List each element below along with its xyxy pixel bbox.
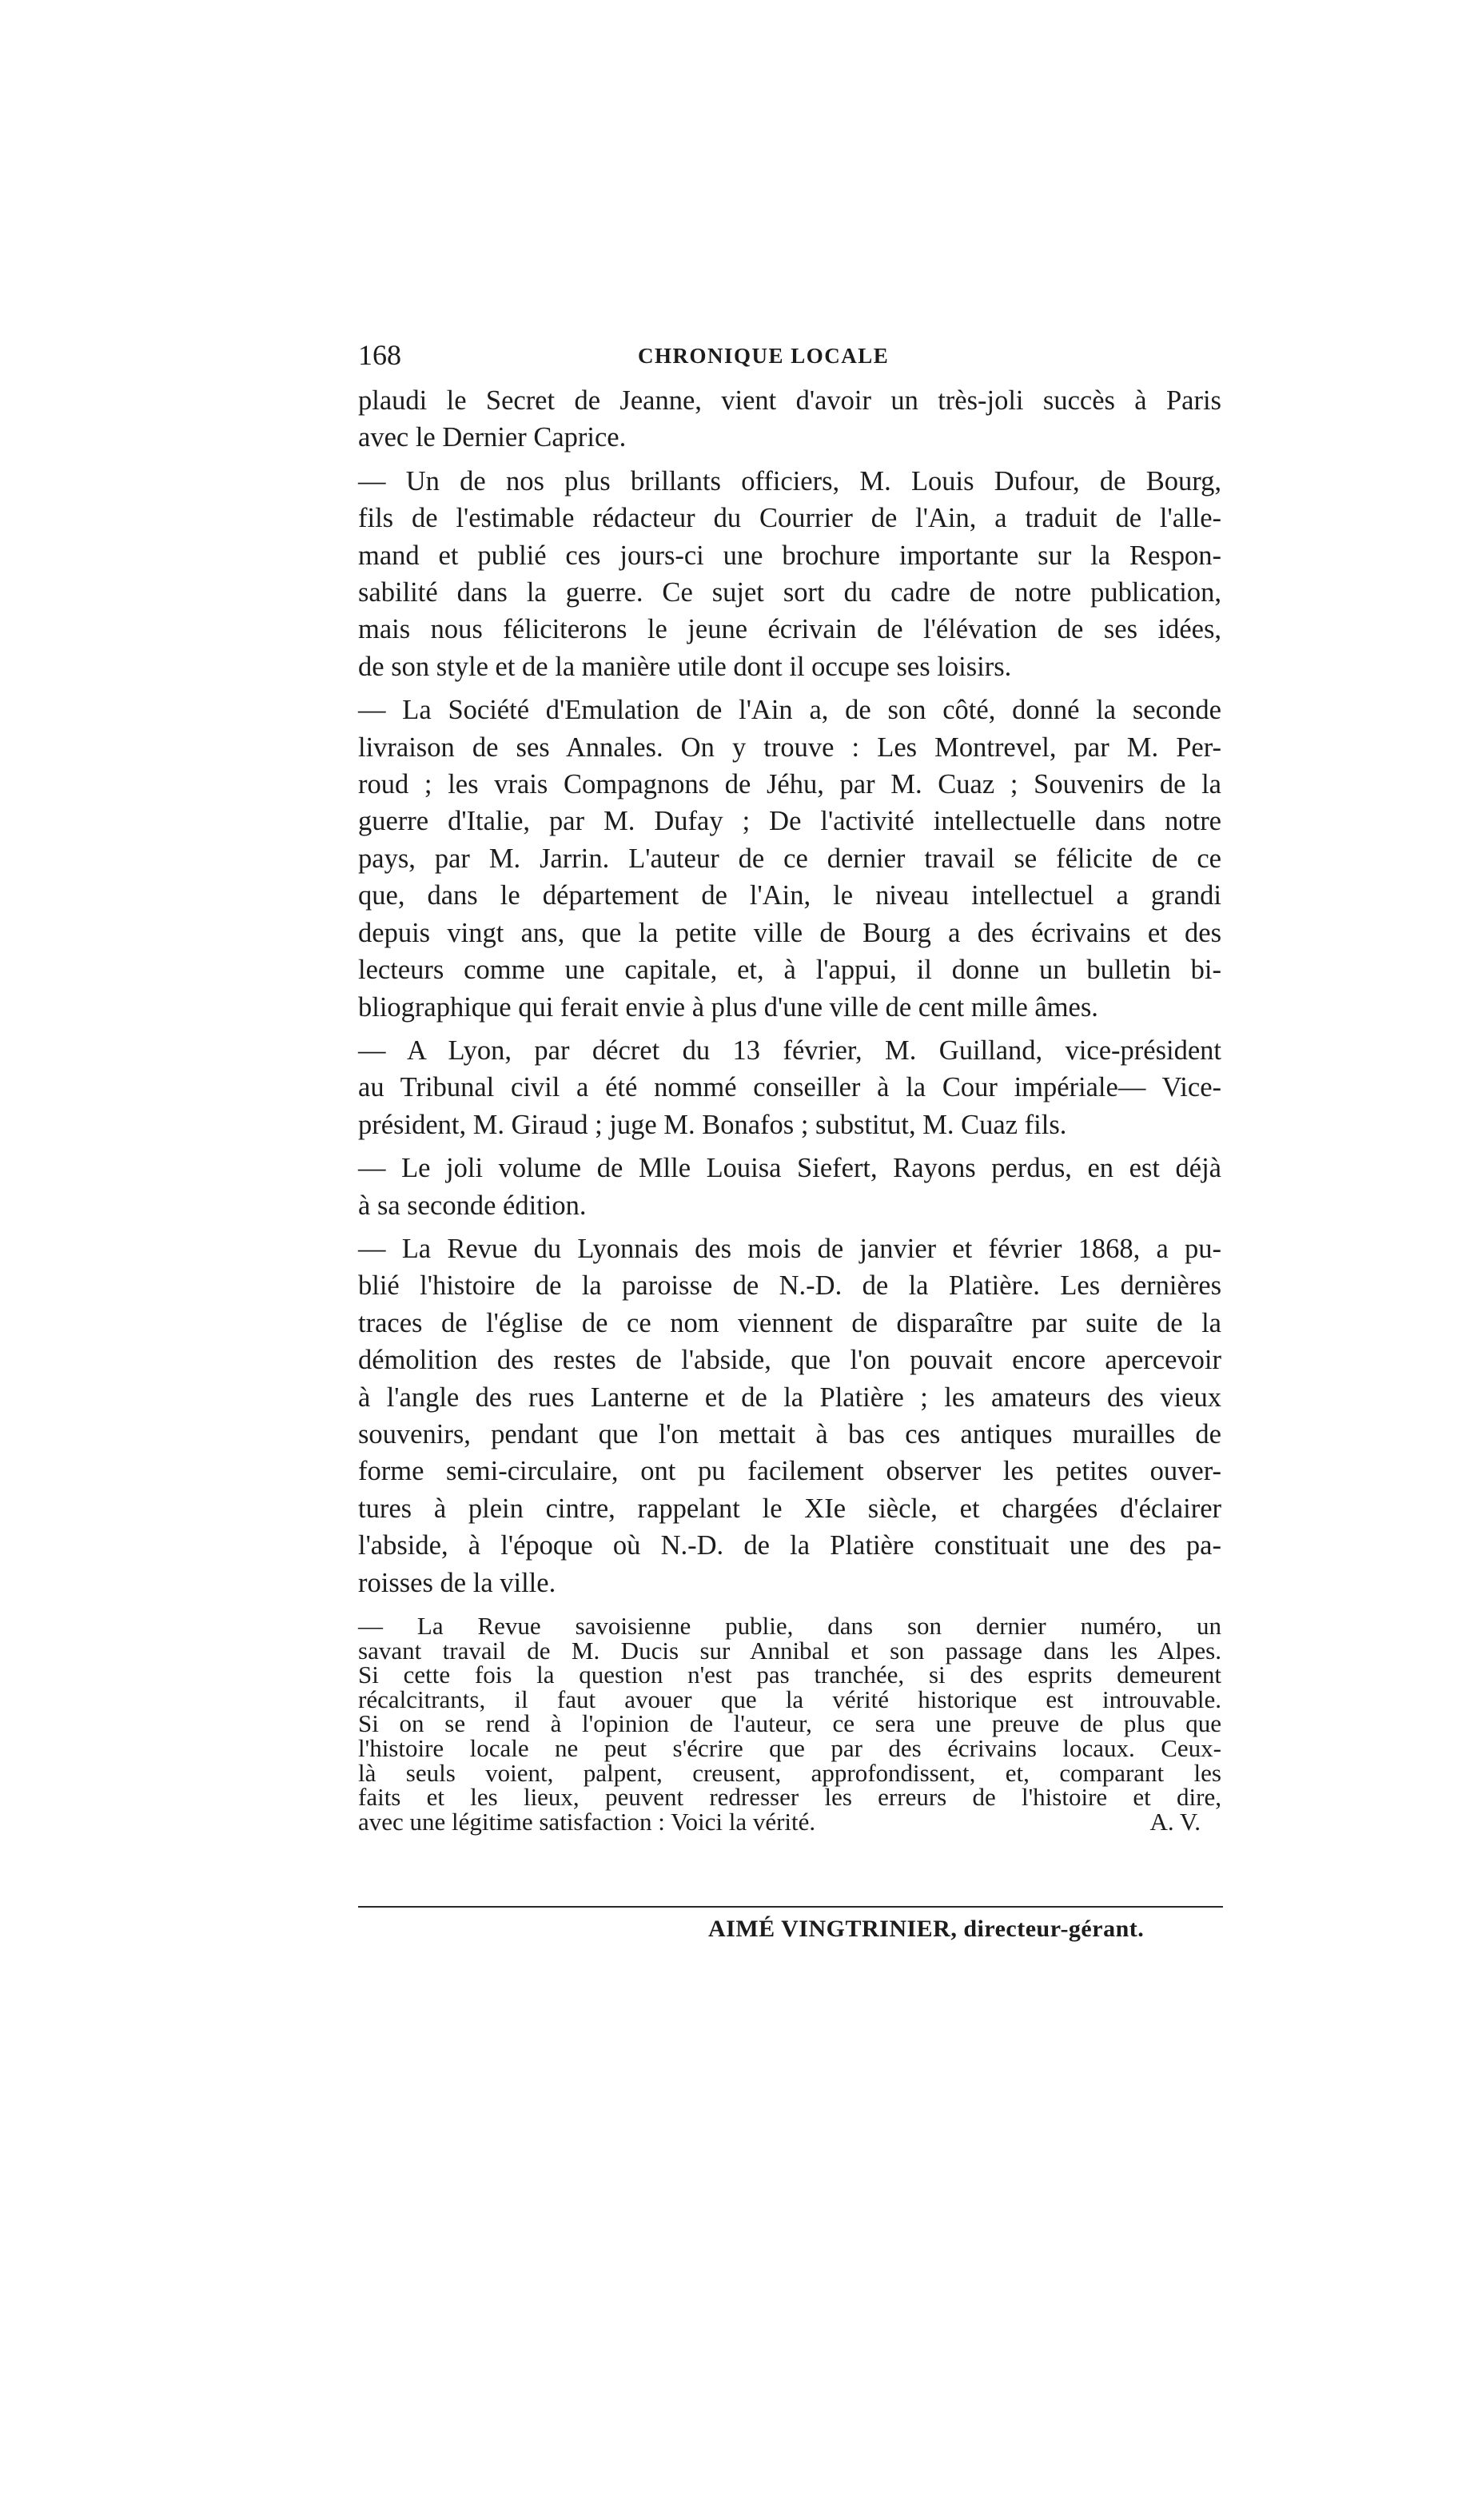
text-line: l'histoire locale ne peut s'écrire que par des écrivains locaux. Ceux- [358, 1733, 1221, 1762]
text-line: récalcitrants, il faut avouer que la vérité historique est introuvable. [358, 1685, 1221, 1713]
text-line: roisses de la ville. [358, 1567, 556, 1598]
page-number: 168 [358, 339, 401, 371]
text-line: sabilité dans la guerre. Ce sujet sort du cadre de notre publication, [358, 577, 1221, 608]
footer-rule [358, 1906, 1223, 1908]
text-line-content: avec une légitime satisfaction : Voici la vérité. [358, 1807, 816, 1836]
paragraph [358, 382, 1221, 457]
text-line: faits et les lieux, peuvent redresser les erreurs de l'histoire et dire, [358, 1783, 1221, 1812]
text-line: Si on se rend à l'opinion de l'auteur, ce sera une preuve de plus que [358, 1709, 1221, 1738]
text-line: là seuls voient, palpent, creusent, approfondissent, et, comparant les [358, 1758, 1221, 1787]
text-line: que, dans le département de l'Ain, le niveau intellectuel a grandi [358, 880, 1221, 911]
text-line: depuis vingt ans, que la petite ville de Bourg a des écrivains et des [358, 917, 1221, 948]
paragraph [358, 1230, 1221, 1601]
final-paragraph [358, 1614, 1221, 1834]
text-line: à sa seconde édition. [358, 1190, 587, 1221]
text-line: livraison de ses Annales. On y trouve : Les Montrevel, par M. Per- [358, 732, 1221, 763]
paragraph-gap [358, 1026, 1221, 1032]
text-line: démolition des restes de l'abside, que l'on pouvait encore apercevoir [358, 1345, 1221, 1376]
text-line: guerre d'Italie, par M. Dufay ; De l'activité intellectuelle dans notre [358, 806, 1221, 837]
final-paragraph-lines [358, 1614, 1221, 1834]
text-line: forme semi-circulaire, ont pu facilement observer les petites ouver- [358, 1456, 1221, 1487]
text-line: plaudi le Secret de Jeanne, vient d'avoir un très-joli succès à Paris [358, 385, 1221, 416]
text-line: — A Lyon, par décret du 13 février, M. Guilland, vice-président [358, 1035, 1221, 1066]
paragraph-gap [358, 457, 1221, 463]
text-line: tures à plein cintre, rappelant le XIe siècle, et chargées d'éclairer [358, 1493, 1221, 1524]
text-line: au Tribunal civil a été nommé conseiller à la Cour impériale— Vice- [358, 1072, 1221, 1103]
text-line: président, M. Giraud ; juge M. Bonafos ; substitut, M. Cuaz fils. [358, 1109, 1067, 1140]
text-line: à l'angle des rues Lanterne et de la Platière ; les amateurs des vieux [358, 1382, 1221, 1413]
text-line: mand et publié ces jours-ci une brochure importante sur la Respon- [358, 540, 1221, 571]
text-line: — Le joli volume de Mlle Louisa Siefert, Rayons perdus, en est déjà [358, 1153, 1221, 1184]
running-title: CHRONIQUE LOCALE [638, 344, 890, 368]
page-header [358, 339, 1221, 379]
text-line: souvenirs, pendant que l'on mettait à bas ces antiques murailles de [358, 1418, 1221, 1449]
paragraph [358, 463, 1221, 685]
text-line: — La Revue du Lyonnais des mois de janvier et février 1868, a pu- [358, 1233, 1221, 1264]
text-line: avec le Dernier Caprice. [358, 422, 627, 453]
text-line: — Un de nos plus brillants officiers, M. Louis Dufour, de Bourg, [358, 465, 1221, 496]
author-signature: A. V. [1149, 1807, 1201, 1836]
paragraph [358, 1032, 1221, 1143]
text-line: roud ; les vrais Compagnons de Jéhu, par M. Cuaz ; Souvenirs de la [358, 769, 1221, 800]
text-line: mais nous féliciterons le jeune écrivain de l'élévation de ses idées, [358, 614, 1221, 645]
paragraph [358, 1150, 1221, 1224]
imprint-line: AIMÉ VINGTRINIER, directeur-gérant. [708, 1916, 1145, 1942]
text-line: lecteurs comme une capitale, et, à l'appui, il donne un bulletin bi- [358, 955, 1221, 986]
text-line: fils de l'estimable rédacteur du Courrier de l'Ain, a traduit de l'alle- [358, 503, 1221, 534]
text-line: l'abside, à l'époque où N.-D. de la Platière constituait une des pa- [358, 1530, 1221, 1561]
paragraph-gap [358, 1143, 1221, 1150]
text-line: blié l'histoire de la paroisse de N.-D. de la Platière. Les dernières [358, 1270, 1221, 1302]
paragraph [358, 692, 1221, 1026]
paragraph-gap [358, 1224, 1221, 1230]
text-line [358, 1807, 1221, 1836]
text-line: — La Société d'Emulation de l'Ain a, de son côté, donné la seconde [358, 695, 1221, 726]
text-line: savant travail de M. Ducis sur Annibal et son passage dans les Alpes. [358, 1636, 1221, 1665]
text-line: traces de l'église de ce nom viennent de disparaître par suite de la [358, 1307, 1221, 1338]
text-line: Si cette fois la question n'est pas tranchée, si des esprits demeurent [358, 1661, 1221, 1689]
text-line: pays, par M. Jarrin. L'auteur de ce dernier travail se félicite de ce [358, 843, 1221, 874]
article-body [358, 382, 1221, 1834]
paragraph-gap [358, 685, 1221, 692]
text-line: de son style et de la manière utile dont il occupe ses loisirs. [358, 651, 1012, 682]
paragraph-list [358, 382, 1221, 1601]
text-line: — La Revue savoisienne publie, dans son dernier numéro, un [358, 1612, 1221, 1640]
text-line: bliographique qui ferait envie à plus d'une ville de cent mille âmes. [358, 991, 1098, 1023]
